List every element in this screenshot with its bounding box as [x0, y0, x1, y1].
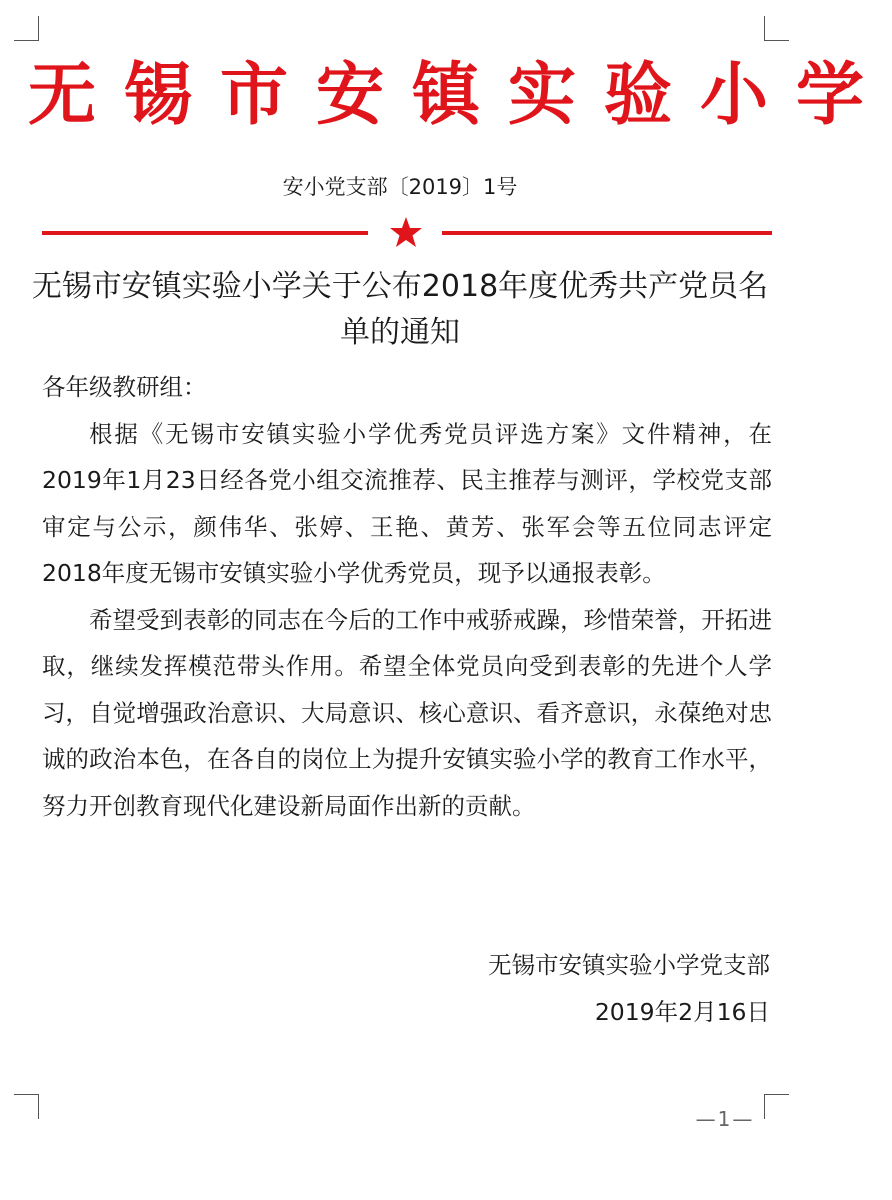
signature-organization: 无锡市安镇实验小学党支部 [488, 951, 770, 979]
masthead-title: 无锡市安镇实验小学 [28, 55, 892, 135]
crop-mark-bottom-left [14, 1094, 39, 1119]
notice-body [42, 364, 772, 829]
document-number: 安小党支部〔2019〕1号 [282, 175, 518, 199]
red-divider-right [442, 231, 772, 235]
crop-mark-top-right [764, 16, 789, 41]
signature-date: 2019年2月16日 [594, 997, 770, 1026]
star-icon [389, 216, 423, 248]
notice-title: 无锡市安镇实验小学关于公布2018年度优秀共产党员名单的通知 [31, 269, 769, 350]
salutation: 各年级教研组： [42, 373, 207, 401]
crop-mark-top-left [14, 16, 39, 41]
paragraph-1: 根据《无锡市安镇实验小学优秀党员评选方案》文件精神，在2019年1月23日经各党小组交流推荐、民主推荐与测评，学校党支部审定与公示，颜伟华、张婷、王艳、黄芳、张军会等五位同志评定2018年度无锡市安镇实验小学优秀党员，现予以通报表彰。 [42, 419, 772, 587]
page-number: —1— [695, 1107, 755, 1131]
red-divider-left [42, 231, 368, 235]
paragraph-2: 希望受到表彰的同志在今后的工作中戒骄戒躁，珍惜荣誉，开拓进取，继续发挥模范带头作用。希望全体党员向受到表彰的先进个人学习，自觉增强政治意识、大局意识、核心意识、看齐意识，永葆绝对忠诚的政治本色，在各自的岗位上为提升安镇实验小学的教育工作水平，努力开创教育现代化建设新局面作出新的贡献。 [42, 605, 772, 820]
signature-block [488, 942, 770, 1035]
crop-mark-bottom-right [764, 1094, 789, 1119]
